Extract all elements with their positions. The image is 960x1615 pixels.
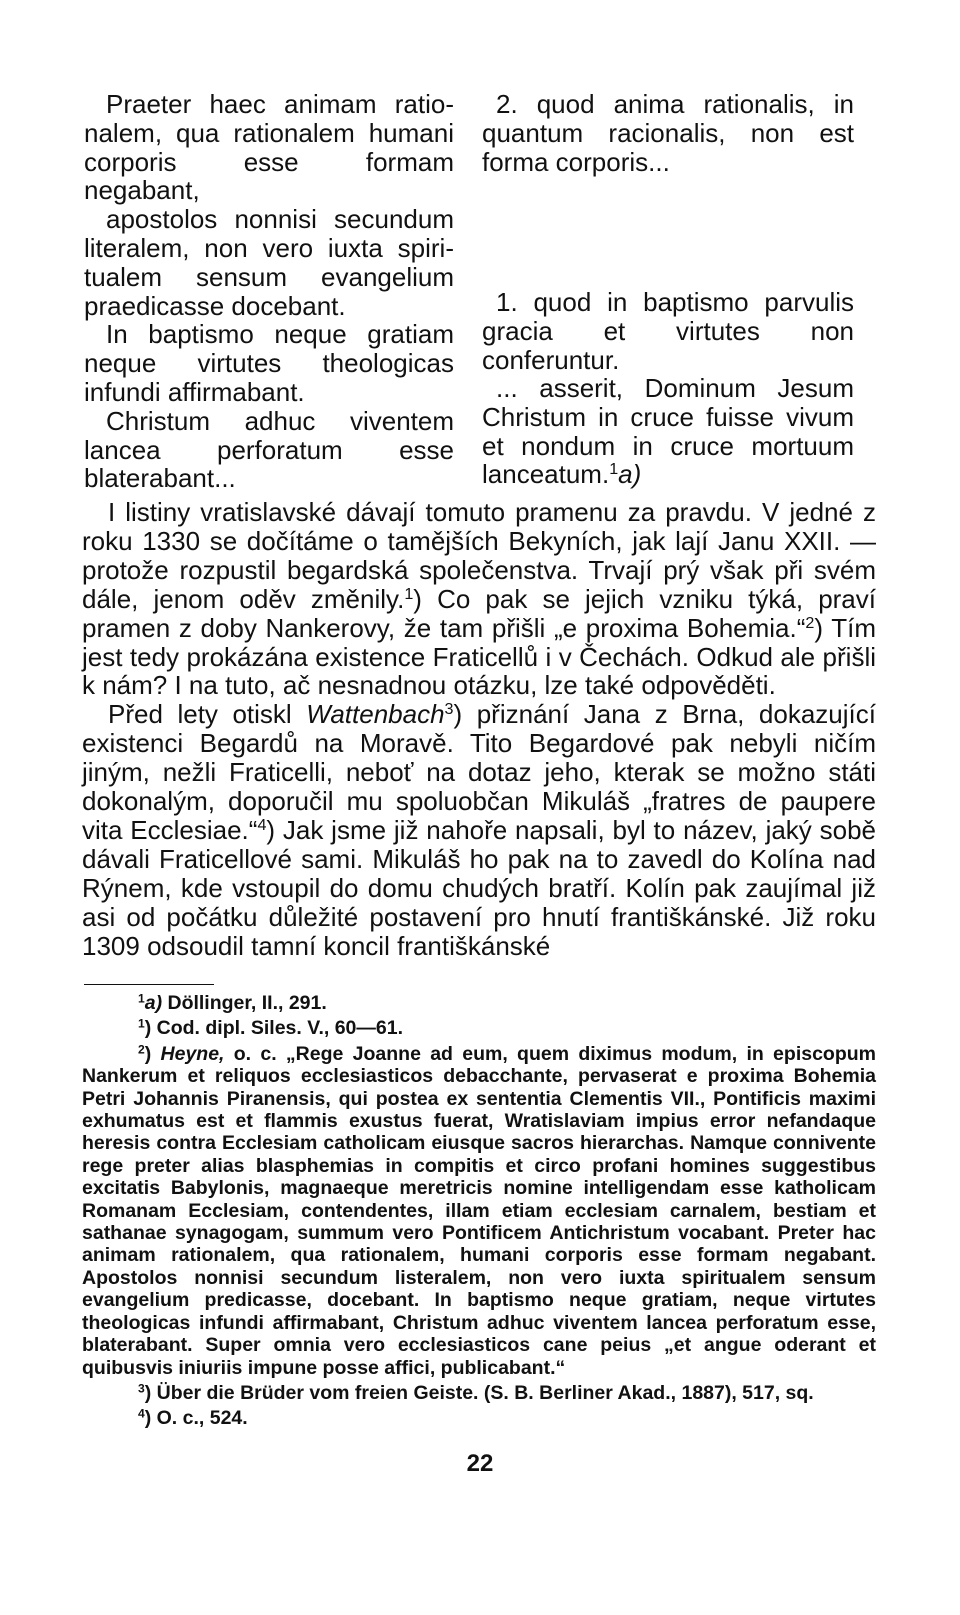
right-paragraph: 2. quod anima rationalis, in quantum racionalis, non est forma corporis... xyxy=(482,89,854,177)
left-paragraph: Praeter haec animam rationalem, qua rationalem humani corporis esse formam negabant, xyxy=(84,89,454,206)
left-paragraph: apostolos nonnisi secundum literalem, non vero iuxta spiritualem sensum evangelium praedicasse docebant. xyxy=(84,204,454,321)
footnote: $^2$) Heyne, o. c. „Rege Joanne ad eum, quem diximus modum, in episcopum Nankerum et reliquos ecclesiasticos debacchante, pervaserat e proxima Bohemia Petri Johannis Piranensis, qui postea ex sententia Clementis VII., Pontificis maximi exhumatus est et flammis exustus fuerat, Wratislaviam impius error nefandaque heresis contra Ecclesiam catholicam eiusque sacros hierarchas. Namque connivente rege preter alias blasphemias in compitis et circo profani homines suggestibus excitatis Babylonis, magnaeque meretricis nomine intelligendam esse katholicam Romanam Ecclesiam, contendentes, illam etiam ecclesiam carnalem, bestiam et sathanae synagogam, summum vero Pontificem Antichristum vocabant. Preter hac animam rationalem, qua rationalem, humani corporis esse formam negabant. Apostolos nonnisi secundum listeralem, non vero iuxta spiritualem sensum evangelium predicasse, docebant. In baptismo neque gratiam, neque virtutes theologicas infundi affirmabant, Christum adhuc viventem lancea perforatum esse, blaterabant. Super omnia vero ecclesiasticos cane peius „et angue oderant et quibusvis iniuriis impune posse affici, publicabant.“ xyxy=(82,1042,876,1379)
right-paragraph-text: ... asserit, Dominum Jesum Christum in cruce fuisse vivum et nondum in cruce mortuum lanceatum. xyxy=(482,373,854,490)
body-text-run: ) Jak jsme již nahoře napsali, byl to název, jaký sobě dávali Fraticellové sami. Mikuláš ho pak na to zavedl do Kolína nad Rýnem, kde vstoupil do domu chudých bratří. Kolín pak zaujímal již asi od počátku důležité postavení pro hnutí františkánské. Již roku 1309 odsoudil tamní koncil františkánské xyxy=(82,814,877,961)
footnote-text: o. c. „Rege Joanne ad eum, quem diximus modum, in episcopum Nankerum et reliquos ecclesiasticos debacchante, pervaserat e proxima Bohemia Petri Johannis Piranensis, qui postea ex sententia Clementis VII., Pontificis maximi exhumatus est et flammis exustus fuerat, Wratislaviam impius error nefandaque heresis contra Ecclesiam catholicam eiusque sacros hierarchas. Namque connivente rege preter alias blasphemias in compitis et circo profani homines suggestibus excitatis Babylonis, magnaeque meretricis nomine intelligendam esse katholicam Romanam Ecclesiam, contendentes, illam etiam ecclesiam carnalem, bestiam et sathanae synagogam, summum vero Pontificem Antichristum vocabant. Preter hac animam rationalem, qua rationalem, humani corporis esse formam negabant. Apostolos nonnisi secundum listeralem, non vero iuxta spiritualem sensum evangelium predicasse, docebant. In baptismo neque gratiam, neque virtutes theologicas infundi affirmabant, Christum adhuc viventem lancea perforatum esse, blaterabant. Super omnia vero ecclesiasticos cane peius „et angue oderant et quibusvis iniuriis impune posse affici, publicabant.“ xyxy=(82,1042,876,1379)
left-paragraph: Christum adhuc viventem lancea perforatum esse blaterabant... xyxy=(84,405,454,494)
page-number: 22 xyxy=(466,1450,494,1477)
body-text-run: Před lety otiskl xyxy=(108,699,307,730)
body-text-run: ) Tím jest tedy prokázána existence Fraticellů i v Čechách. Odkud ale přišli k nám? I na tuto, ač nesnadnou otázku, lze také odpověděti. xyxy=(82,612,876,701)
footnote xyxy=(82,1382,876,1404)
footnote-text: Döllinger, II., 291. xyxy=(162,992,327,1014)
footnotes xyxy=(82,992,876,1433)
body-text-run: ) přiznání Jana z Brna, dokazující existenci Begardů na Moravě. Tito Begardové pak nebyli ničím jiným, nežli Fraticelli, neboť na dotaz jeho, kterak se možno státi dokonalým, doporučil mu spoluobčan Mikuláš „fratres de paupere vita Ecclesiae.“ xyxy=(82,699,876,845)
footnote-ref: 1 xyxy=(609,460,619,479)
body-paragraph xyxy=(82,700,876,960)
footnote-text: ) O. c., 524. xyxy=(144,1407,248,1430)
footnote-number: 3 xyxy=(138,1381,145,1396)
footnote-separator xyxy=(84,984,214,985)
footnote-number: 1 xyxy=(138,1016,145,1031)
right-paragraph xyxy=(482,374,854,489)
body-text-run: ) Co pak se jejich vzniku týká, praví pramen z doby Nankerovy, že tam přišli „e proxima Bohemia.“ xyxy=(82,583,876,643)
footnote-text: ) Über die Brüder vom freien Geiste. (S. B. Berliner Akad., 1887), 517, sq. xyxy=(144,1381,814,1404)
footnote-text: ) Cod. dipl. Siles. V., 60—61. xyxy=(144,1017,403,1040)
footnote-letter: a) xyxy=(144,992,163,1014)
left-column-latin xyxy=(84,90,454,493)
author-name: Wattenbach xyxy=(306,699,445,730)
body-paragraph xyxy=(82,498,876,700)
footnote xyxy=(82,1017,876,1039)
footnote-number: 1 xyxy=(138,991,145,1006)
footnote-author: Heyne, xyxy=(160,1042,225,1065)
footnote-ref: 2 xyxy=(805,613,815,632)
body-text xyxy=(82,498,876,961)
body-text-run: I listiny vratislavské dávají tomuto pramenu za pravdu. V jedné z roku 1330 se dočítáme o tamějších Bekyních, jak lají Janu XXII. — protože rozpustil begardská společenstva. Trvají prý však při svém dále, jenom oděv změnily. xyxy=(82,497,876,614)
left-paragraph: In baptismo neque gratiam neque virtutes theologicas infundi affirmabant. xyxy=(84,319,454,407)
footnote-number: 2 xyxy=(138,1042,145,1057)
footnote-ref: 4 xyxy=(257,816,267,835)
footnote xyxy=(82,992,876,1014)
footnote-ref: 1 xyxy=(404,584,414,603)
right-paragraph: 1. quod in baptismo parvulis gracia et virtutes non conferuntur. xyxy=(482,287,854,375)
footnote-ref: 3 xyxy=(444,700,454,719)
footnote xyxy=(82,1407,876,1429)
footnote-ref-letter: a) xyxy=(618,459,642,490)
footnote-number: 4 xyxy=(138,1406,145,1421)
